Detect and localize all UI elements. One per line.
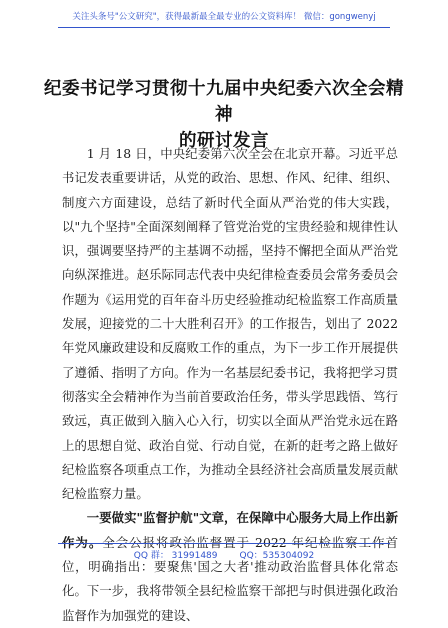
title-line-2: 的研讨发言 <box>179 131 269 151</box>
paragraph-2-heading: 一要做实"监督护航"文章，在保障中心服务大局上作出新作为。 <box>62 510 398 550</box>
footer-divider <box>58 543 390 544</box>
footer-contact <box>0 548 448 561</box>
footer-qq: QQ：535304092 <box>239 551 315 561</box>
paragraph-1: 1 月 18 日，中央纪委第六次全会在北京开幕。习近平总书记发表重要讲话，从党的政治、思想、作风、纪律、组织、制度六方面建设，总结了新时代全面从严治党的伟大实践，以"九个坚持"全面深刻阐释了管党治党的宝贵经验和规律性认识，强调要坚持严的主基调不动摇，坚持不懈把全面从严治党向纵深推进。赵乐际同志代表中央纪律检查委员会常务委员会作题为《运用党的百年奋斗历史经验推动纪检监察工作高质量发展，迎接党的二十大胜利召开》的工作报告，划出了 2022 年党风廉政建设和反腐败工作的重点，为下一步工作开展提供了遵循、指明了方向。作为一名基层纪委书记，我将把学习贯彻落实全会精神作为当前首要政治任务，带头学思践悟、笃行致远，真正做到入脑入心入行，切实以全面从严治党永远在路上的思想自觉、政治自觉、行动自觉，在新的赶考之路上做好纪检监察各项重点工作，为推动全县经济社会高质量发展贡献纪检监察力量。 <box>62 146 398 502</box>
paragraph-2-body: 全会公报将政治监督置于 2022 年纪检监察工作首位，明确指出：要聚焦'国之大者'推动政治监督具体化常态化。下一步，我将带领全县纪检监察干部把与时俱进强化政治监督作为加强党的建设、 <box>62 534 399 623</box>
header-promo-note: 关注头条号"公文研究"，获得最新最全最专业的公文资料库！ 微信：gongwenyj <box>72 12 376 22</box>
footer-qq-group: QQ 群： 31991489 <box>133 551 218 561</box>
title-line-1: 纪委书记学习贯彻十九届中央纪委六次全会精神 <box>44 79 404 125</box>
header-divider <box>58 27 390 28</box>
paragraph-2 <box>62 506 398 627</box>
